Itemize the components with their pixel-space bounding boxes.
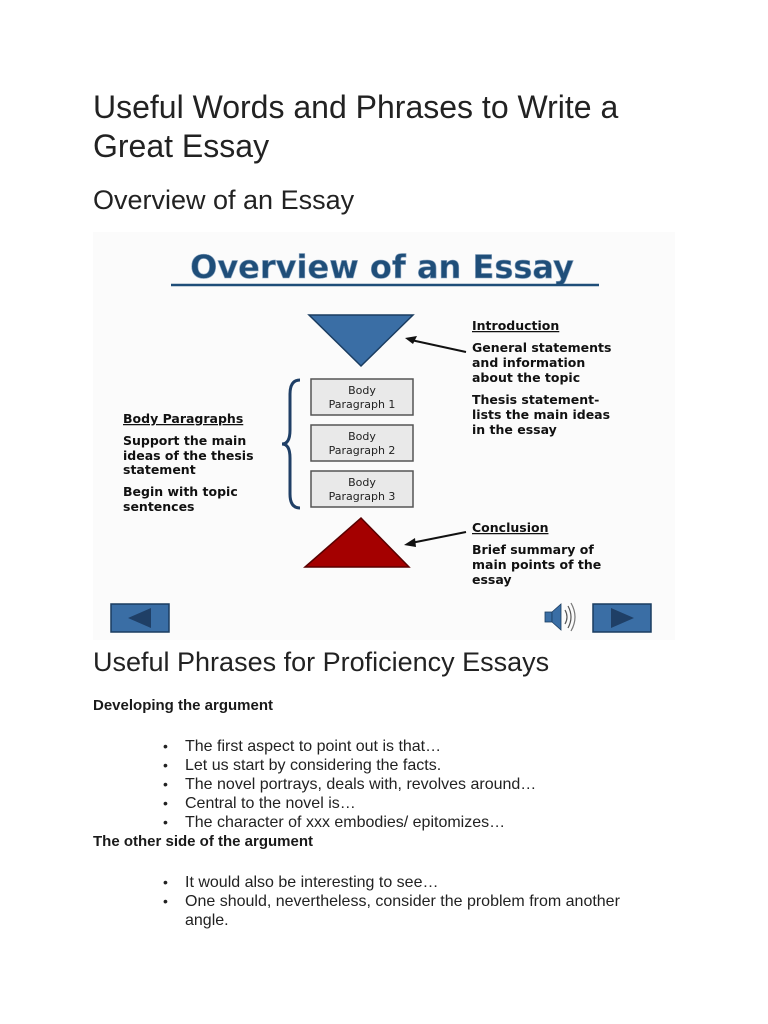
overview-heading: Overview of an Essay — [93, 185, 355, 215]
list-item: • It would also be interesting to see… — [185, 873, 655, 892]
introduction-triangle — [309, 315, 413, 366]
developing-list — [185, 737, 655, 832]
diagram-title: Overview of an Essay — [190, 248, 574, 286]
list-item: • The novel portrays, deals with, revolves around… — [185, 775, 655, 794]
prev-button[interactable] — [111, 604, 169, 632]
body-brace — [282, 380, 300, 508]
introduction-arrow — [411, 340, 466, 352]
list-item: • One should, nevertheless, consider the problem from another angle. — [185, 892, 655, 930]
svg-text:Body: Body — [348, 476, 376, 489]
list-item: • The character of xxx embodies/ epitomizes… — [185, 813, 655, 832]
svg-text:Paragraph 2: Paragraph 2 — [328, 444, 396, 457]
list-item: • The first aspect to point out is that… — [185, 737, 655, 756]
section-label-developing: Developing the argument — [93, 697, 274, 714]
body-paragraphs-heading: Body Paragraphs — [123, 411, 244, 426]
conclusion-arrowhead — [404, 538, 416, 547]
body-paragraph-box-2 — [311, 425, 413, 461]
svg-text:Paragraph 3: Paragraph 3 — [328, 490, 396, 503]
introduction-text-1: General statements and information about the topic — [472, 340, 612, 385]
introduction-text-2: Thesis statement- lists the main ideas in the essay — [472, 392, 611, 437]
body-paragraph-box-3 — [311, 471, 413, 507]
conclusion-triangle — [305, 518, 409, 567]
conclusion-arrow — [411, 532, 466, 543]
essay-overview-diagram — [93, 232, 675, 640]
speaker-button[interactable] — [545, 603, 575, 631]
body-paragraphs-text-2: Begin with topic sentences — [123, 484, 238, 514]
next-button[interactable] — [593, 604, 651, 632]
other-side-list — [185, 873, 655, 930]
speaker-icon — [545, 603, 575, 631]
list-item: • Let us start by considering the facts. — [185, 756, 655, 775]
page-title: Useful Words and Phrases to Write a Great Essay — [93, 89, 619, 164]
svg-text:Paragraph 1: Paragraph 1 — [328, 398, 396, 411]
svg-text:Body: Body — [348, 384, 376, 397]
svg-text:Body: Body — [348, 430, 376, 443]
conclusion-text: Brief summary of main points of the essay — [472, 542, 602, 587]
conclusion-heading: Conclusion — [472, 520, 549, 535]
phrases-heading: Useful Phrases for Proficiency Essays — [93, 647, 550, 677]
body-paragraphs-text-1: Support the main ideas of the thesis statement — [123, 433, 254, 477]
body-paragraph-box-1 — [311, 379, 413, 415]
section-label-other-side: The other side of the argument — [93, 833, 314, 850]
introduction-heading: Introduction — [472, 318, 560, 333]
list-item: • Central to the novel is… — [185, 794, 655, 813]
